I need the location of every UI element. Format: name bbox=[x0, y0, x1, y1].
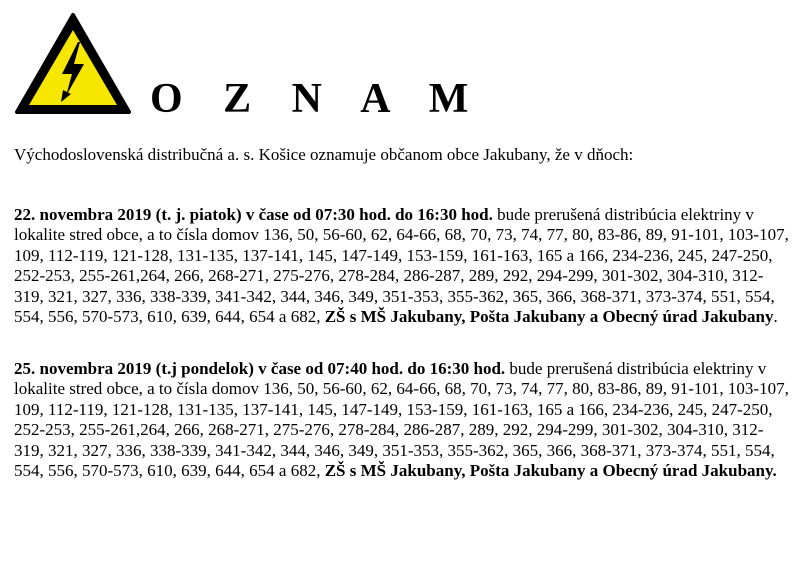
affected-institutions: ZŠ s MŠ Jakubany, Pošta Jakubany a Obecný úrad Jakubany bbox=[324, 307, 774, 327]
sentence-end: . bbox=[773, 307, 778, 327]
page-title: O Z N A M bbox=[150, 76, 484, 122]
high-voltage-warning-icon bbox=[14, 12, 132, 116]
outage-date-time: 25. novembra 2019 (t.j pondelok) v čase od 07:40 hod. do 16:30 hod. bbox=[14, 359, 506, 378]
outage-date-time: 22. novembra 2019 (t. j. piatok) v čase od 07:30 hod. do 16:30 hod. bbox=[14, 205, 493, 224]
outage-notice-1 bbox=[14, 205, 789, 327]
outage-details: bude prerušená distribúcia elektriny v lokalite stred obce, a to čísla domov 136, 50, 56-60, 62, 64-66, 68, 70, 73, 74, 77, 80, 83-86, 89, 91-101, 103-107, 109, 112-119, 121-128, 131-135, 137-141, 145, 147-149, 153-159, 161-163, 165 a 166, 234-236, 245, 247-250, 252-253, 255-261,264, 266, 268-271, 275-276, 278-284, 286-287, 289, 292, 294-299, 301-302, 304-310, 312-319, 321, 327, 336, 338-339, 341-342, 344, 346, 349, 351-353, 355-362, 365, 366, 368-371, 373-374, 551, 554, 554, 556, 570-573, 610, 639, 644, 654 a 682, bbox=[14, 205, 789, 327]
affected-institutions: ZŠ s MŠ Jakubany, Pošta Jakubany a Obecný úrad Jakubany. bbox=[324, 461, 777, 481]
outage-details: bude prerušená distribúcia elektriny v lokalite stred obce, a to čísla domov 136, 50, 56-60, 62, 64-66, 68, 70, 73, 74, 77, 80, 83-86, 89, 91-101, 103-107, 109, 112-119, 121-128, 131-135, 137-141, 145, 147-149, 153-159, 161-163, 165 a 166, 234-236, 245, 247-250, 252-253, 255-261,264, 266, 268-271, 275-276, 278-284, 286-287, 289, 292, 294-299, 301-302, 304-310, 312-319, 321, 327, 336, 338-339, 341-342, 344, 346, 349, 351-353, 355-362, 365, 366, 368-371, 373-374, 551, 554, 554, 556, 570-573, 610, 639, 644, 654 a 682, bbox=[14, 359, 789, 481]
intro-text: Východoslovenská distribučná a. s. Košice oznamuje občanom obce Jakubany, že v dňoch: bbox=[14, 145, 634, 164]
outage-notice-2 bbox=[14, 359, 789, 481]
